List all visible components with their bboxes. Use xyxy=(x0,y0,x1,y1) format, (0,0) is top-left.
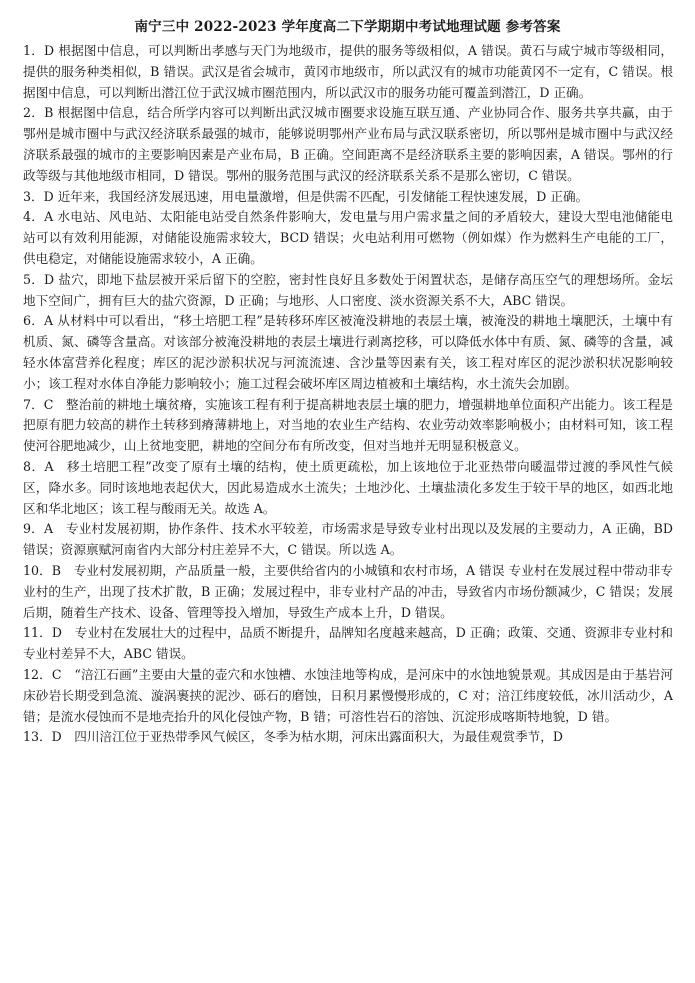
answer-item-2: 2．B 根据图中信息，结合所学内容可以判断出武汉城市圈要求设施互联互通、产业协同合作、服务共享共赢，由于鄂州是城市圈中与武汉经济联系最强的城市，能够说明鄂州产业布局与武汉联系密切，所以鄂州是城市圈中与武汉经济联系最强的城市的主要影响因素是产业布局，B 正确。空间距离不是经济联系主要的影响因素，A 错误。鄂州的行政等级与其他地级市相同，D 错误。鄂州的服务范围与武汉的经济联系关系不是那么密切，C 错误。 xyxy=(23,105,673,183)
answer-item-10: 10．B 专业村发展初期，产品质量一般，主要供给省内的小城镇和农村市场，A 错误 专业村在发展过程中带动非专业村的生产，出现了技术扩散，B 正确；发展过程中，非专业村产品的冲击，导致省内市场份额减少，C 错误；发展后期，随着生产技术、设备、管理等投入增加，导致生产成本上升，D 错误。 xyxy=(23,562,673,620)
answer-list xyxy=(23,41,673,748)
answer-item-6: 6．A 从材料中可以看出，“移土培肥工程”是转移环库区被淹没耕地的表层土壤，被淹没的耕地土壤肥沃，土壤中有机质、氮、磷等含量高。对该部分被淹没耕地的表层土壤进行剥离挖移，可以降低水体中有质、氮、磷等的含量，减轻水体富营养化程度；库区的泥沙淤积状况与河流流速、含沙量等因素有关，该工程对库区的泥沙淤积状况影响较小；该工程对水体自净能力影响较小；施工过程会破坏库区周边植被和土壤结构，水土流失会加剧。 xyxy=(23,313,673,391)
answer-item-7: 7．C 整治前的耕地土壤贫瘠，实施该工程有利于提高耕地表层土壤的肥力，增强耕地单位面积产出能力。该工程是把原有肥力较高的耕作土转移到瘠薄耕地上，对当地的农业生产结构、农业劳动效率影响极小；由材料可知，该工程使河谷肥地减少，山上贫地变肥，耕地的空间分布有所改变，但对当地并无明显积极意义。 xyxy=(23,396,673,454)
answer-item-13: 13．D 四川涪江位于亚热带季风气候区，冬季为枯水期，河床出露面积大，为最佳观赏季节，D xyxy=(23,729,563,745)
document-title: 南宁三中 2022-2023 学年度高二下学期期中考试地理试题 参考答案 xyxy=(134,19,561,35)
answer-item-12: 12．C “涪江石画”主要由大量的壶穴和水蚀槽、水蚀洼地等构成，是河床中的水蚀地貌景观。其成因是由于基岩河床砂岩长期受到急流、漩涡裹挟的泥沙、砾石的磨蚀，日积月累慢慢形成的，C 对；涪江纬度较低，冰川活动少，A 错；是流水侵蚀而不是地壳抬升的风化侵蚀产物，B 错；可溶性岩石的溶蚀、沉淀形成喀斯特地貌，D 错。 xyxy=(23,666,673,724)
answer-item-3: 3．D 近年来，我国经济发展迅速，用电量激增，但是供需不匹配，引发储能工程快速发展，D 正确。 xyxy=(23,188,589,204)
answer-item-5: 5．D 盐穴，即地下盐层被开采后留下的空腔，密封性良好且多数处于闲置状态，是储存高压空气的理想场所。金坛地下空间广，拥有巨大的盐穴资源，D 正确；与地形、人口密度、淡水资源关系不大，ABC 错误。 xyxy=(23,271,673,308)
answer-item-1: 1．D 根据图中信息，可以判断出孝感与天门为地级市，提供的服务等级相似，A 错误。黄石与咸宁城市等级相同，提供的服务种类相似，B 错误。武汉是省会城市，黄冈市地级市，所以武汉有的城市功能黄冈不一定有，C 错误。根据图中信息，可以判断出潜江位于武汉城市圈范围内，所以武汉市的服务功能可覆盖到潜江，D 正确。 xyxy=(23,43,673,100)
answer-item-11: 11．D 专业村在发展壮大的过程中，品质不断提升，品牌知名度越来越高，D 正确；政策、交通、资源非专业村和专业村差异不大，ABC 错误。 xyxy=(23,625,673,662)
answer-item-8: 8．A 移土培肥工程”改变了原有土壤的结构，使土质更疏松，加上该地位于北亚热带向暖温带过渡的季风性气候区，降水多。同时该地地表起伏大，因此易造成水土流失；土地沙化、土壤盐渍化多发生于较干旱的地区，如西北地区和华北地区；该工程与酸雨无关。故选 A。 xyxy=(23,458,673,516)
answer-item-4: 4．A 水电站、风电站、太阳能电站受自然条件影响大，发电量与用户需求量之间的矛盾较大，建设大型电池储能电站可以有效利用能源，对储能设施需求较大，BCD 错误；火电站利用可燃物（例如煤）作为燃料生产电能的工厂，供电稳定，对储能设施需求较小，A 正确。 xyxy=(23,209,673,266)
answer-item-9: 9．A 专业村发展初期，协作条件、技术水平较差，市场需求是导致专业村出现以及发展的主要动力，A 正确，BD 错误；资源禀赋河南省内大部分村庄差异不大，C 错误。所以选 A。 xyxy=(23,521,673,558)
